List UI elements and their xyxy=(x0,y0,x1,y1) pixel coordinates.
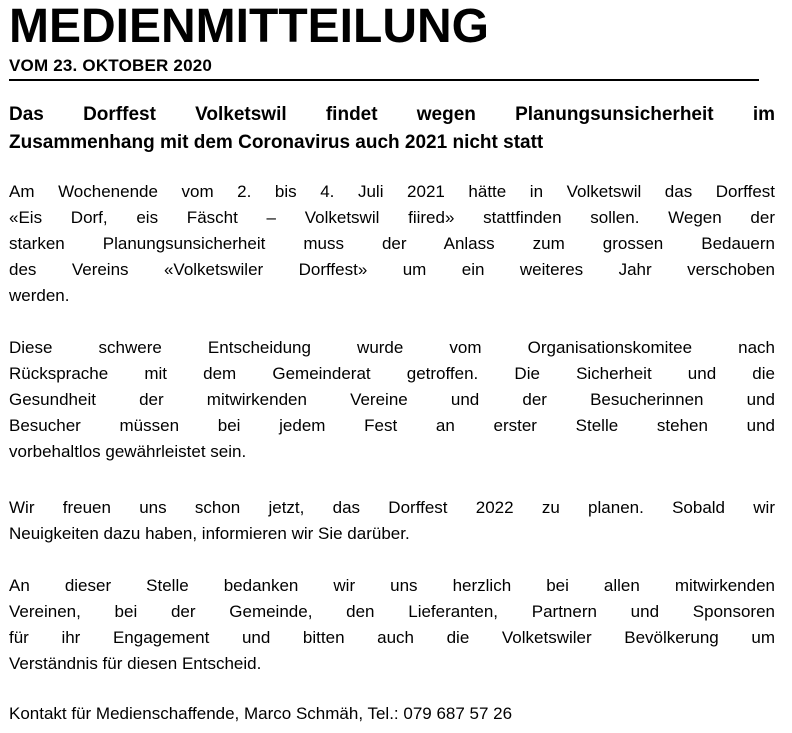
text-line: Zusammenhang mit dem Coronavirus auch 2021 nicht statt xyxy=(9,131,544,153)
contact-line: Kontakt für Medienschaffende, Marco Schmäh, Tel.: 079 687 57 26 xyxy=(9,703,513,723)
text-line: Verständnis für diesen Entscheid. xyxy=(9,653,262,673)
paragraph xyxy=(9,573,775,677)
text-line: Vereinen, bei der Gemeinde, den Lieferanten, Partnern und Sponsoren xyxy=(9,601,775,621)
text-line: werden. xyxy=(9,285,70,305)
text-line: Diese schwere Entscheidung wurde vom Organisationskomitee nach xyxy=(9,337,775,357)
text-line: starken Planungsunsicherheit muss der Anlass zum grossen Bedauern xyxy=(9,233,775,253)
text-line: für ihr Engagement und bitten auch die Volketswiler Bevölkerung um xyxy=(9,627,775,647)
paragraph xyxy=(9,495,775,547)
paragraph xyxy=(9,335,775,465)
text-line: An dieser Stelle bedanken wir uns herzlich bei allen mitwirkenden xyxy=(9,575,775,595)
page-title: MEDIENMITTEILUNG xyxy=(9,0,489,53)
text-line: «Eis Dorf, eis Fäscht – Volketswil fiired» stattfinden sollen. Wegen der xyxy=(9,207,775,227)
text-line: vorbehaltlos gewährleistet sein. xyxy=(9,441,247,461)
text-line: Gesundheit der mitwirkenden Vereine und der Besucherinnen und xyxy=(9,389,775,409)
text-line: Rücksprache mit dem Gemeinderat getroffen. Die Sicherheit und die xyxy=(9,363,775,383)
paragraph xyxy=(9,179,775,309)
text-line: Wir freuen uns schon jetzt, das Dorffest 2022 zu planen. Sobald wir xyxy=(9,497,775,517)
text-line: Neuigkeiten dazu haben, informieren wir Sie darüber. xyxy=(9,523,410,543)
date-line: VOM 23. OKTOBER 2020 xyxy=(9,55,213,75)
text-line: Am Wochenende vom 2. bis 4. Juli 2021 hätte in Volketswil das Dorffest xyxy=(9,181,775,201)
text-line: des Vereins «Volketswiler Dorffest» um ein weiteres Jahr verschoben xyxy=(9,259,775,279)
text-line: Das Dorffest Volketswil findet wegen Planungsunsicherheit im xyxy=(9,103,775,125)
text-line: Besucher müssen bei jedem Fest an erster Stelle stehen und xyxy=(9,415,775,435)
divider-rule xyxy=(9,79,759,81)
headline xyxy=(9,101,775,157)
body-paragraphs xyxy=(9,179,775,677)
